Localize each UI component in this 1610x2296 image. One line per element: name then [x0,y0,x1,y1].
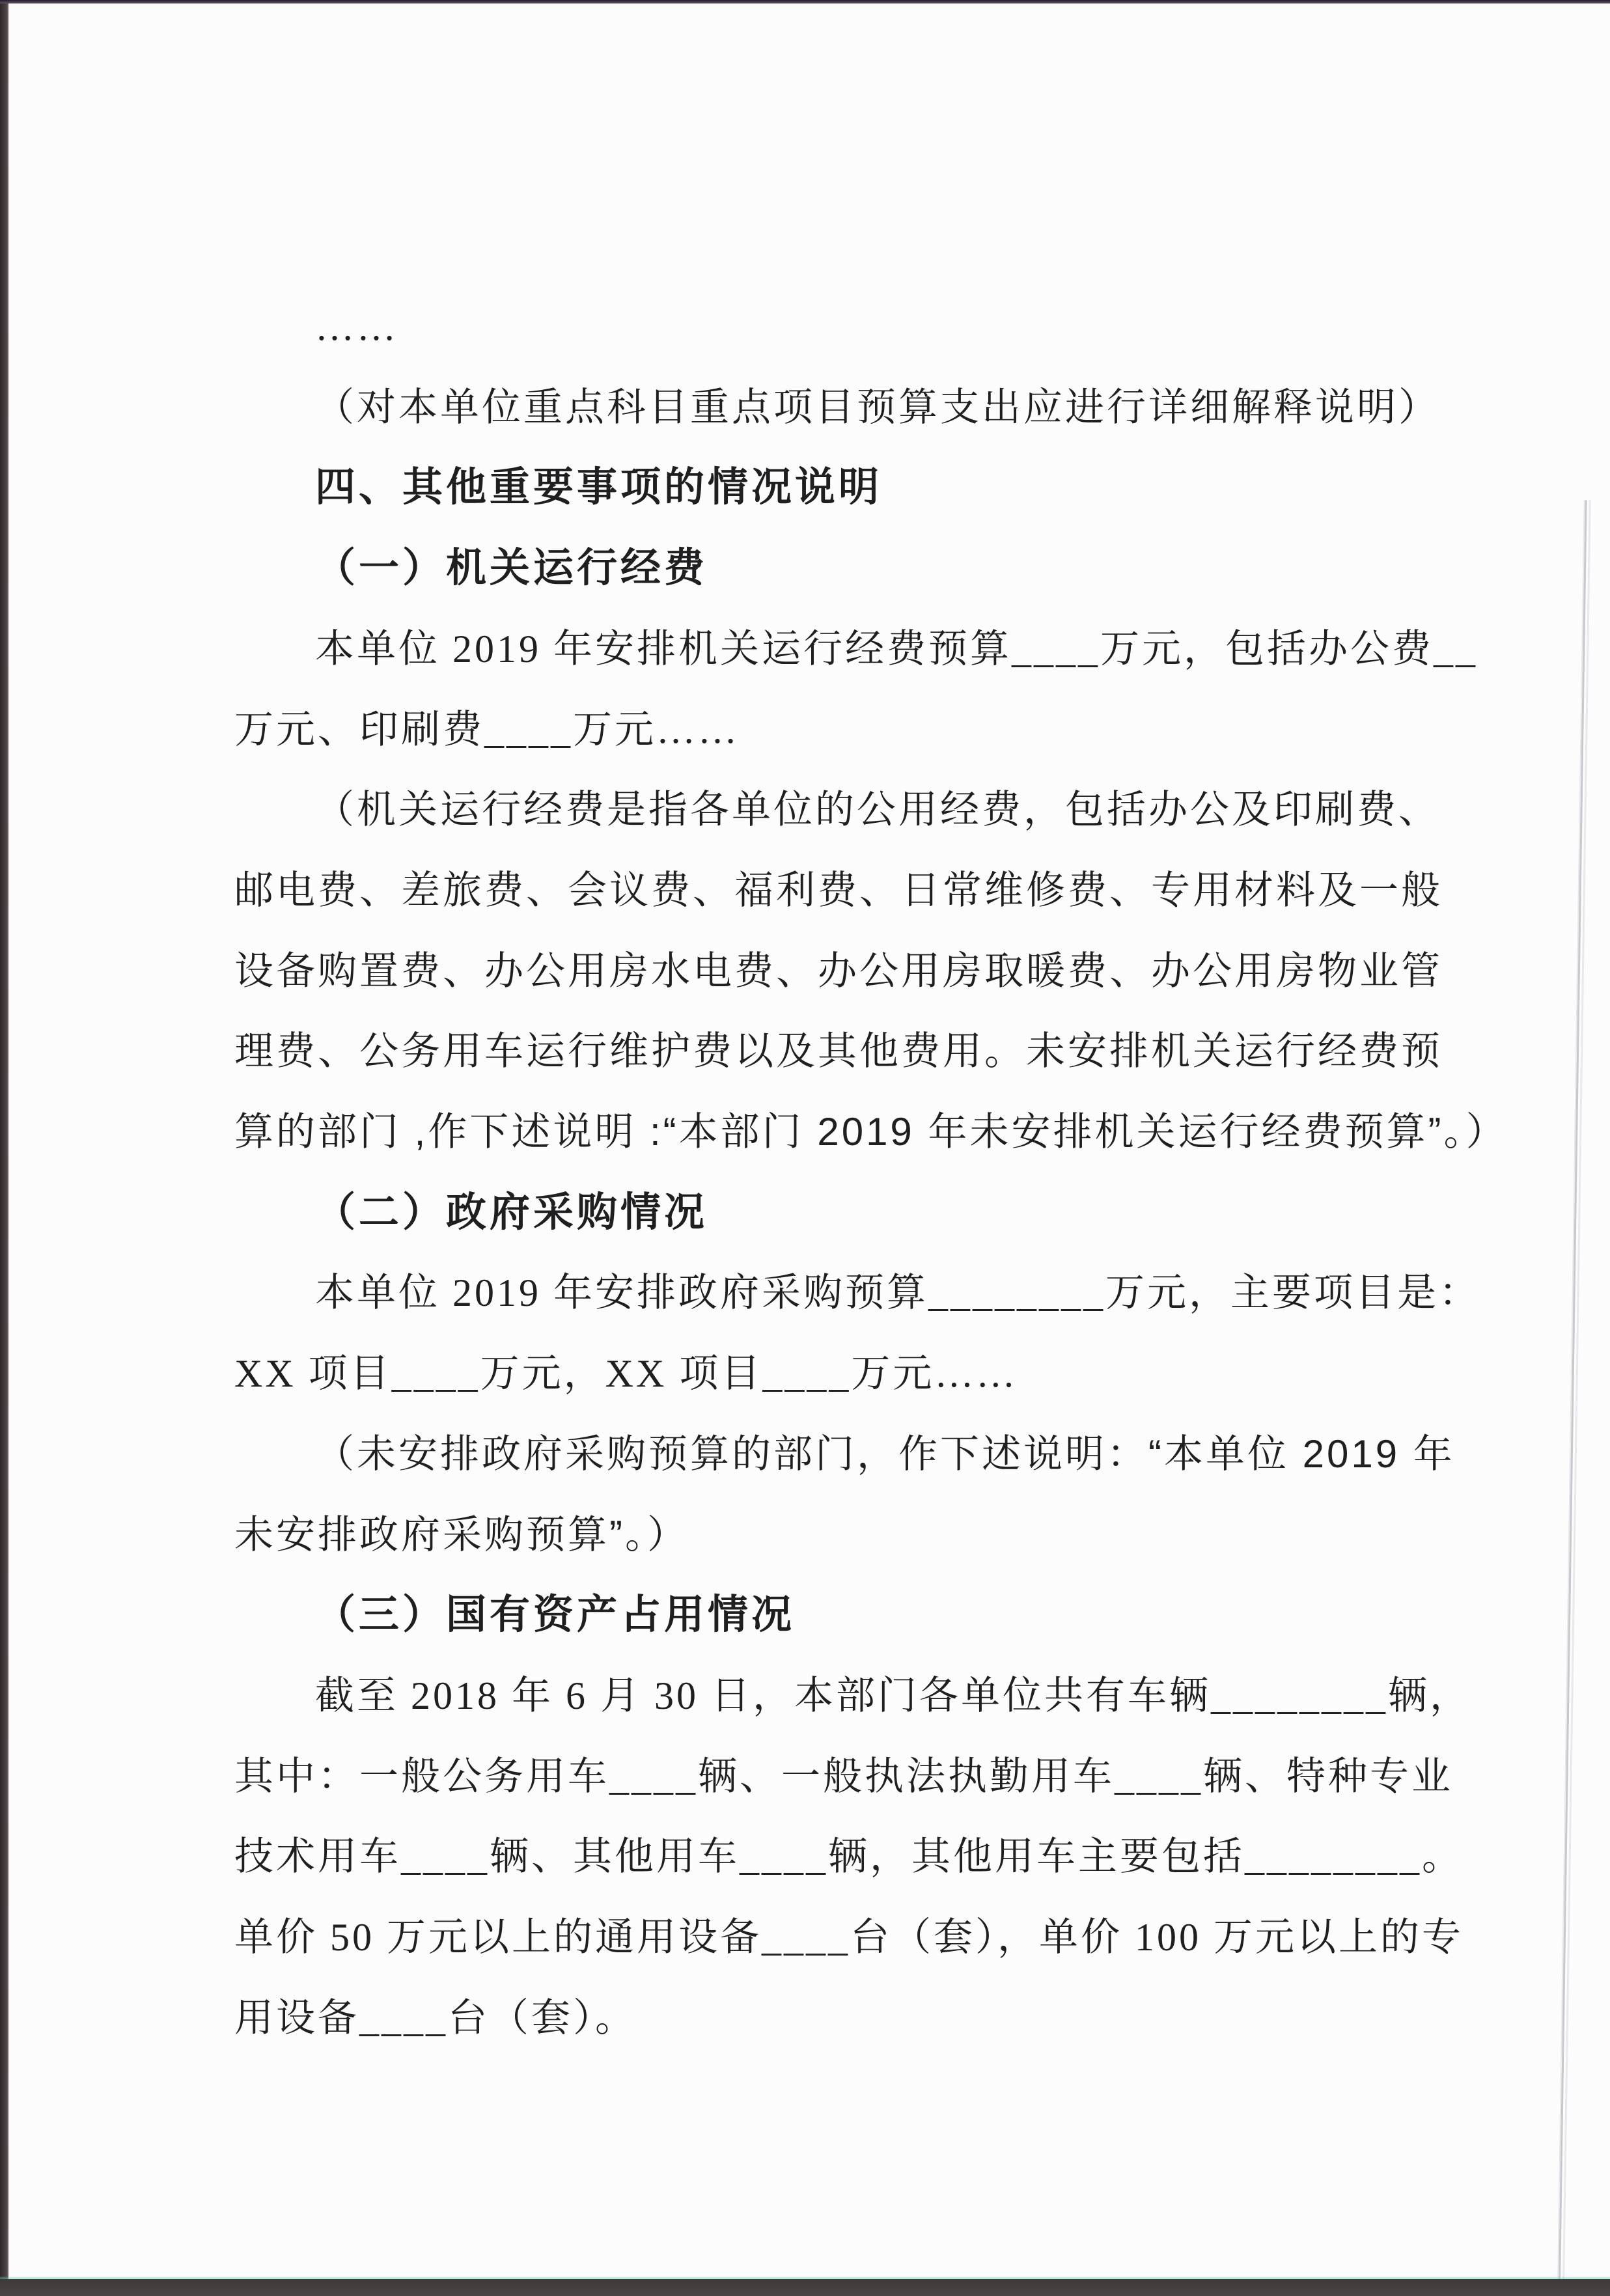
text-line: （二）政府采购情况 [315,1189,708,1235]
text-line: 邮电费、差旅费、会议费、福利费、日常维修费、专用材料及一般 [234,868,1443,912]
scan-bottom-edge-artifact [0,2279,1610,2296]
text-line: 本单位 2019 年安排机关运行经费预算____万元，包括办公费__ [315,627,1478,671]
text-line: 单价 50 万元以上的通用设备____台（套），单价 100 万元以上的专 [234,1916,1464,1959]
text-line: 四、其他重要事项的情况说明 [315,465,883,510]
scan-left-edge-artifact [0,0,8,2296]
text-line: 万元、印刷费____万元…… [234,708,740,751]
text-line: 设备购置费、办公用房水电费、办公用房取暖费、办公用房物业管 [234,948,1443,993]
text-line: 本单位 2019 年安排政府采购预算________万元，主要项目是： [315,1271,1480,1315]
text-line: 其中：一般公务用车____辆、一般执法执勤用车____辆、特种专业 [234,1754,1453,1798]
text-line: （三）国有资产占用情况 [315,1592,796,1638]
text-line: …… [315,305,398,348]
text-line: 未安排政府采购预算”。） [234,1512,689,1556]
scan-top-edge-artifact [0,0,1610,4]
text-line: 截至 2018 年 6 月 30 日，本部门各单位共有车辆________辆， [315,1674,1471,1717]
text-line: （未安排政府采购预算的部门，作下述说明：“本单位 2019 年 [315,1432,1455,1476]
text-line: 理费、公务用车运行维护费以及其他费用。未安排机关运行经费预 [234,1029,1443,1073]
text-line: XX 项目____万元，XX 项目____万元…… [234,1352,1018,1396]
text-line: 算的部门 ,作下述说明 :“本部门 2019 年未安排机关运行经费预算”。） [234,1110,1508,1154]
text-line: （机关运行经费是指各单位的公用经费，包括办公及印刷费、 [315,788,1440,832]
text-line: 用设备____台（套）。 [234,1996,637,2040]
text-line: （对本单位重点科目重点项目预算支出应进行详细解释说明） [315,385,1440,429]
text-line: （一）机关运行经费 [315,546,708,591]
text-line: 技术用车____辆、其他用车____辆，其他用车主要包括________。 [234,1835,1464,1879]
